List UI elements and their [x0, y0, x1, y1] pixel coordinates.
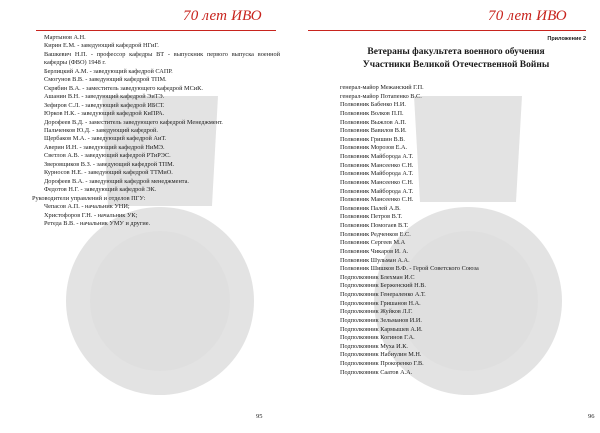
text-line: Мартынов А.Н. — [44, 34, 86, 41]
veteran-entry: Подполковник Когинов Г.А. — [340, 334, 415, 342]
veteran-entry: Полковник Мансеенко С.Н. — [340, 161, 414, 169]
veteran-entry: Полковник Сергеев М.А — [340, 239, 406, 247]
veterans-list — [340, 84, 479, 377]
text-line: Ретеда В.В. - начальник УМУ и другие. — [44, 219, 151, 227]
veteran-entry: Полковник Помогаев В.Т. — [340, 222, 409, 229]
text-line: Кирин Е.М. - заведующий кафедрой НГиГ. — [44, 42, 159, 50]
medal-disc — [66, 207, 254, 395]
veteran-entry: Подполковник Генераленко А.Т. — [340, 291, 426, 298]
veteran-entry: Полковник Петров В.Т. — [340, 213, 403, 221]
section-title-line-2: Участники Великой Отечественной Войны — [362, 60, 550, 70]
veteran-entry: Полковник Вавилов В.И. — [340, 127, 407, 135]
text-line: Скрябин В.А. - заместитель заведующего кафедрой МСиК. — [44, 84, 203, 92]
header-title: 70 лет ИВО — [183, 8, 262, 24]
left-text-body — [32, 34, 280, 228]
text-line: Пальченков Ю.Д. - заведующий кафедрой. — [44, 126, 159, 134]
page-number: 96 — [588, 413, 595, 420]
veteran-entry: Подполковник Кармышев А.И. — [340, 325, 423, 333]
veteran-entry: Полковник Волков П.П. — [340, 109, 404, 117]
text-line: Христофоров Г.Н. - начальник УК; — [44, 211, 138, 219]
text-line: Дорофеев В.Д. - заместитель заведующего кафедрой Менеджмент. — [44, 118, 223, 126]
text-line: Ашанин В.Н. - заведующий кафедрой ЭиТЭ. — [44, 93, 165, 101]
veteran-entry: Подполковник Саатов А.А. — [340, 368, 413, 376]
veteran-entry: Полковник Мансеенко С.Н. — [340, 196, 414, 204]
right-page — [300, 0, 600, 433]
veteran-entry: генерал-майор Межанский Г.П. — [340, 84, 424, 91]
page-number: 95 — [256, 413, 263, 420]
veteran-entry: Полковник Редченков Е.С. — [340, 230, 411, 238]
veteran-entry: Полковник Майборода А.Т. — [340, 170, 414, 178]
veteran-entry: Подполковник Муха И.К. — [340, 342, 408, 350]
page-header — [300, 8, 600, 30]
text-line: Вашкевич Н.П. - профессор кафедры ВТ - выпускник первого выпуска военной кафедры (ФВО) 1948 г. — [44, 50, 280, 67]
veteran-entry: Полковник Шишков В.Ф. - Герой Советского Союза — [340, 265, 479, 273]
page-header — [0, 8, 300, 30]
veteran-entry: Подполковник Берженский Н.В. — [340, 282, 426, 290]
veteran-entry: Полковник Палей А.В. — [340, 204, 401, 212]
section-heading: Руководители управлений и отделов ПГУ: — [32, 194, 146, 202]
veteran-entry: Полковник Гришин В.В. — [340, 135, 405, 143]
veteran-entry: Подполковник Прокоренко Г.В. — [340, 360, 424, 367]
text-line: Берлицкий А.М. - заведующий кафедрой САПР. — [44, 67, 173, 75]
text-line: Юрков Н.К. - заведующий кафедрой КиПРА. — [44, 110, 165, 118]
text-line: Дорофеев В.А. - заведующий кафедрой менеджмента. — [44, 177, 190, 185]
text-line: Зефиров С.Л. - заведующий кафедрой ИБСТ. — [44, 101, 165, 109]
veteran-entry: Подполковник Набиулин М.Н. — [340, 351, 422, 359]
veteran-entry: Полковник Чикаров И. А. — [340, 247, 409, 255]
veteran-entry: Подполковник Зельманов И.И. — [340, 316, 422, 324]
veteran-entry: Подполковник Блехман И.С — [340, 273, 415, 281]
veteran-entry: Полковник Майборода А.Т. — [340, 187, 414, 195]
section-title-line-1: Ветераны факультета военного обучения — [367, 47, 545, 57]
veteran-entry: Полковник Шульман А.А. — [340, 256, 410, 264]
text-line: Чепасов А.П. - начальник УНИ; — [44, 203, 130, 211]
veteran-entry: генерал-майор Потапенко В.С. — [340, 92, 422, 100]
veteran-entry: Подполковник Жуйков Л.Г. — [340, 308, 413, 316]
veteran-entry: Полковник Мансеенко С.Н. — [340, 178, 414, 186]
veteran-entry: Полковник Выжлов А.П. — [340, 118, 407, 126]
veteran-entry: Полковник Бабенко Н.И. — [340, 101, 406, 109]
header-rule — [308, 30, 586, 31]
veteran-entry: Полковник Майборода А.Т. — [340, 153, 414, 160]
text-line: Федотов Н.Г. - заведующий кафедрой ЭК. — [44, 186, 157, 194]
section-title — [336, 46, 576, 72]
veteran-entry: Полковник Морозов Е.А. — [340, 144, 408, 152]
text-line: Зверовщиков В.З. - заведующий кафедрой ТПМ. — [44, 160, 175, 168]
text-line: Щербаков М.А. - заведующий кафедрой АиТ. — [44, 135, 167, 143]
text-line: Смогунов В.В. - заведующий кафедрой ТПМ. — [44, 76, 167, 84]
text-line: Светлов А.В. - заведующий кафедрой РТиРЭС. — [44, 152, 171, 160]
header-title: 70 лет ИВО — [488, 8, 567, 24]
veteran-entry: Подполковник Гришанов Н.А. — [340, 299, 421, 307]
text-line: Аверин И.Н. - заведующий кафедрой НиМЭ. — [44, 143, 165, 151]
header-rule — [36, 30, 276, 31]
text-line: Курносов Н.Е. - заведующий кафедрой ТТМиО. — [44, 169, 173, 177]
appendix-label: Приложение 2 — [547, 36, 586, 42]
